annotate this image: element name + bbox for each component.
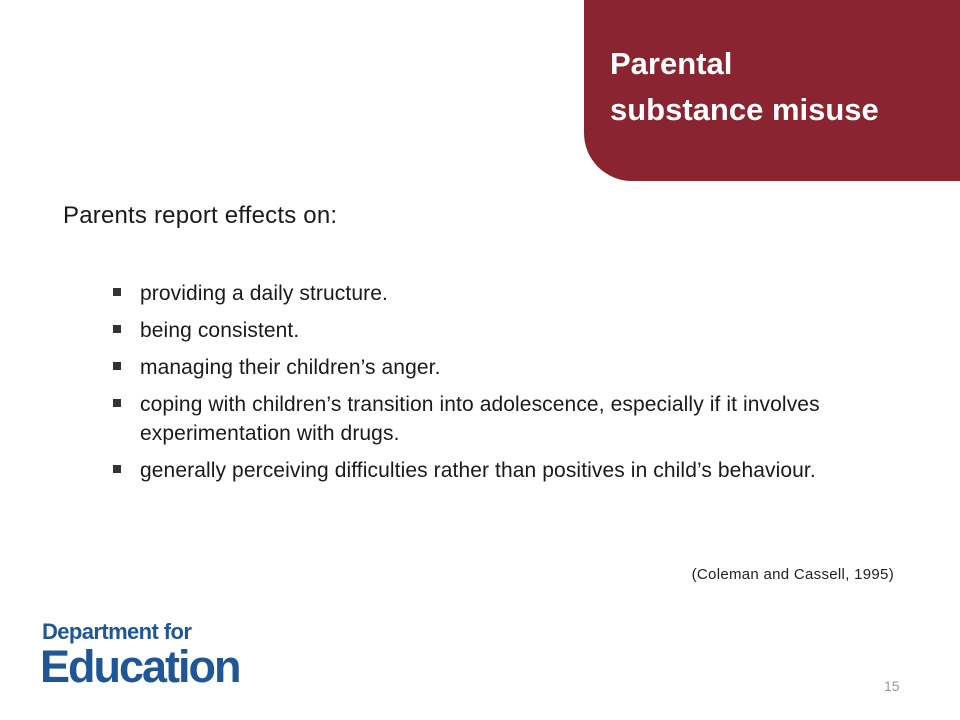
citation: (Coleman and Cassell, 1995) xyxy=(691,566,894,583)
bullet-item xyxy=(113,279,873,308)
bullet-text: being consistent. xyxy=(140,319,300,342)
title-banner xyxy=(584,0,960,181)
logo-line-2: Education xyxy=(40,641,240,692)
square-bullet-icon xyxy=(113,399,121,407)
square-bullet-icon xyxy=(113,362,121,370)
slide-title xyxy=(610,41,879,133)
bullet-text: managing their children’s anger. xyxy=(140,356,441,379)
bullet-item xyxy=(113,316,873,345)
square-bullet-icon xyxy=(113,325,121,333)
department-for-education-logo xyxy=(42,620,240,690)
bullet-item xyxy=(113,390,873,448)
bullet-item xyxy=(113,353,873,382)
bullet-text: coping with children’s transition into adolescence, especially if it involves experimentation with drugs. xyxy=(140,393,820,445)
page-number: 15 xyxy=(884,678,900,694)
bullet-text: generally perceiving difficulties rather than positives in child’s behaviour. xyxy=(140,459,816,482)
bullet-list xyxy=(113,279,873,493)
bullet-text: providing a daily structure. xyxy=(140,282,388,305)
square-bullet-icon xyxy=(113,465,121,473)
square-bullet-icon xyxy=(113,288,121,296)
title-line-2: substance misuse xyxy=(610,92,879,127)
logo-line-1: Department for xyxy=(42,619,192,644)
intro-text: Parents report effects on: xyxy=(63,202,338,229)
bullet-item xyxy=(113,456,873,485)
title-line-1: Parental xyxy=(610,46,733,81)
